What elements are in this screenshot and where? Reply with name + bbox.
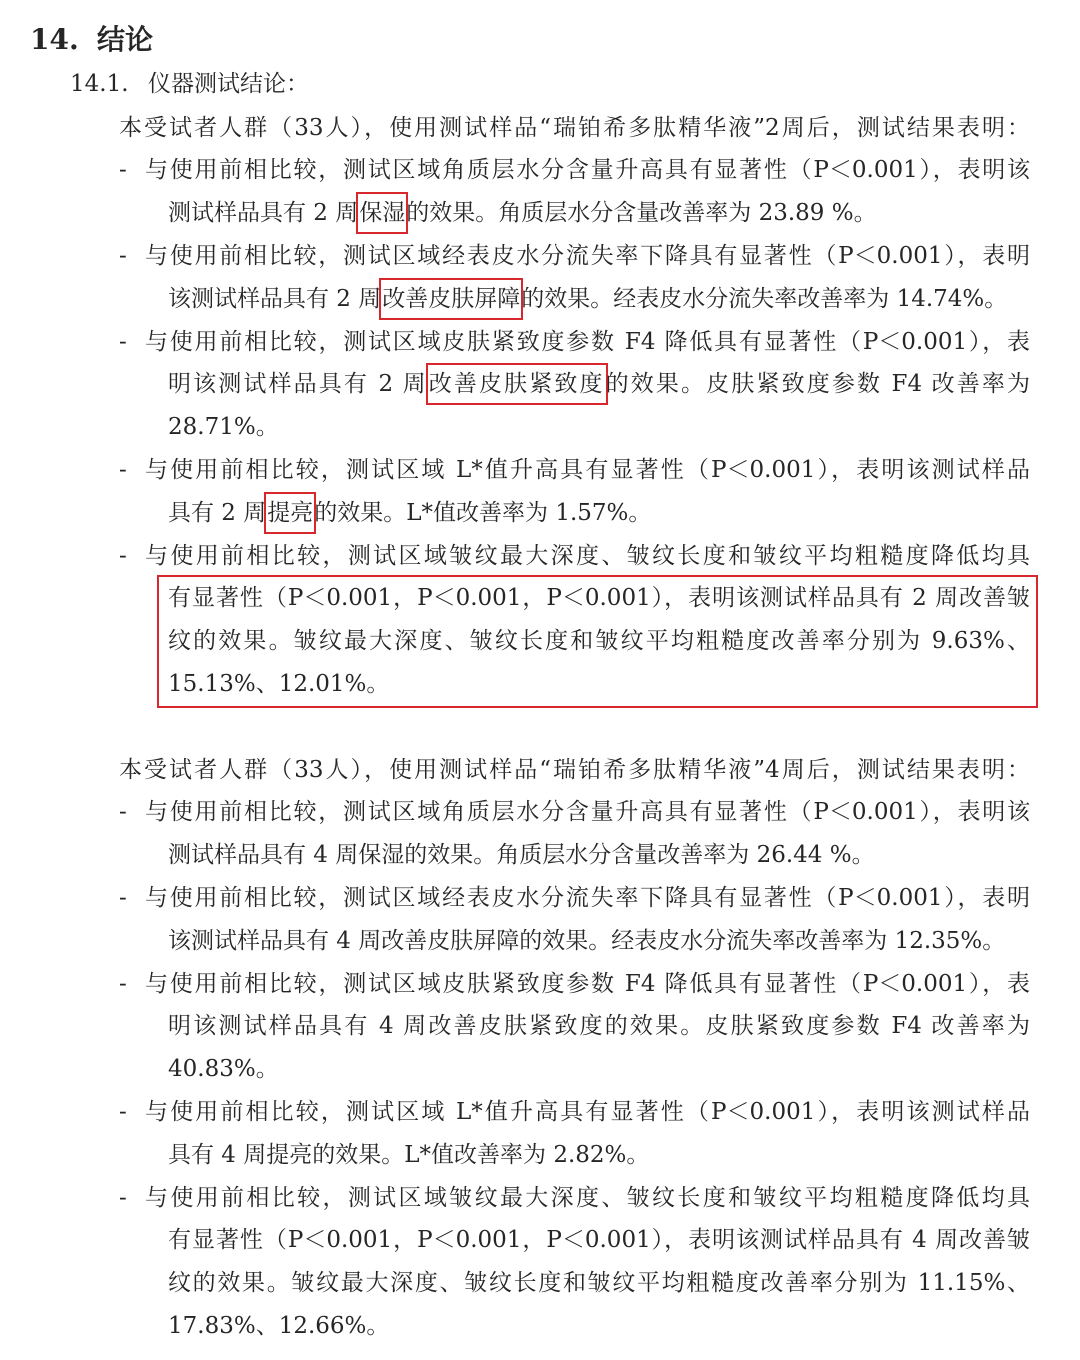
text-segment: 具有 2 周 xyxy=(168,499,267,526)
bullet-dash: - xyxy=(119,242,127,269)
text-segment: 有显著性（P＜0.001，P＜0.001，P＜0.001），表明该测试样品具有 4 周改善皱 xyxy=(168,1227,1030,1254)
text-segment: 测试样品具有 4 周保湿的效果。角质层水分含量改善率为 26.44 %。 xyxy=(168,842,875,869)
result-line xyxy=(145,321,1030,364)
group-intro: 本受试者人群（33人），使用测试样品“瑞铂希多肽精华液”4周后，测试结果表明： xyxy=(119,756,1030,783)
bullet-dash: - xyxy=(119,328,127,355)
section-number: 14. xyxy=(30,23,79,56)
result-line xyxy=(145,877,1030,920)
highlight-box xyxy=(157,575,1038,707)
bullet-dash: - xyxy=(119,1098,127,1125)
result-line xyxy=(145,149,1030,192)
bullet-dash: - xyxy=(119,799,127,826)
text-segment: 纹的效果。皱纹最大深度、皱纹长度和皱纹平均粗糙度改善率分别为 9.63%、 xyxy=(168,628,1030,655)
result-item xyxy=(0,1177,1080,1348)
text-segment: 与使用前相比较，测试区域经表皮水分流失率下降具有显著性（P＜0.001），表明 xyxy=(145,884,1030,911)
bullet-dash: - xyxy=(119,970,127,997)
text-segment: 纹的效果。皱纹最大深度、皱纹长度和皱纹平均粗糙度改善率分别为 11.15%、 xyxy=(168,1270,1030,1297)
group-intro: 本受试者人群（33人），使用测试样品“瑞铂希多肽精华液”2周后，测试结果表明： xyxy=(119,114,1030,141)
result-line xyxy=(145,235,1030,278)
result-line xyxy=(168,1005,1030,1048)
text-segment: 15.13%、12.01%。 xyxy=(168,670,390,697)
text-segment: 28.71%。 xyxy=(168,414,279,441)
result-group-1 xyxy=(0,107,1080,708)
text-segment: 与使用前相比较，测试区域皱纹最大深度、皱纹长度和皱纹平均粗糙度降低均具 xyxy=(145,542,1030,569)
text-segment: 40.83%。 xyxy=(168,1056,279,1083)
result-line xyxy=(145,1177,1030,1220)
result-line xyxy=(168,1219,1030,1262)
highlight-keyword: 保湿 xyxy=(358,194,406,232)
text-segment: 的效果。皮肤紧致度参数 F4 改善率为 xyxy=(605,371,1030,398)
highlight-keyword: 提亮 xyxy=(266,494,314,532)
text-segment: 17.83%、12.66%。 xyxy=(168,1312,390,1339)
text-segment: 与使用前相比较，测试区域角质层水分含量升高具有显著性（P＜0.001），表明该 xyxy=(145,799,1030,826)
result-line xyxy=(145,535,1030,578)
text-segment: 明该测试样品具有 4 周改善皮肤紧致度的效果。皮肤紧致度参数 F4 改善率为 xyxy=(168,1013,1030,1040)
result-line xyxy=(168,1262,1030,1305)
result-line xyxy=(145,1091,1030,1134)
result-line xyxy=(168,1134,1030,1177)
text-segment: 该测试样品具有 2 周 xyxy=(168,285,382,312)
section-title: 结论 xyxy=(97,23,154,56)
result-line xyxy=(168,920,1030,963)
result-item xyxy=(0,791,1080,877)
result-line xyxy=(145,963,1030,1006)
result-line xyxy=(168,577,1030,620)
result-line xyxy=(168,363,1030,406)
result-item xyxy=(0,321,1080,449)
text-segment: 测试样品具有 2 周 xyxy=(168,200,359,227)
text-segment: 与使用前相比较，测试区域皱纹最大深度、皱纹长度和皱纹平均粗糙度降低均具 xyxy=(145,1184,1030,1211)
result-item xyxy=(0,149,1080,235)
subsection-title: 仪器测试结论： xyxy=(148,71,309,97)
text-segment: 该测试样品具有 4 周改善皮肤屏障的效果。经表皮水分流失率改善率为 12.35%。 xyxy=(168,927,1006,954)
text-segment: 有显著性（P＜0.001，P＜0.001，P＜0.001），表明该测试样品具有 2 周改善皱 xyxy=(168,585,1030,612)
result-group-2 xyxy=(0,749,1080,1348)
highlight-keyword: 改善皮肤屏障 xyxy=(381,280,521,318)
bullet-dash: - xyxy=(119,1184,127,1211)
text-segment: 与使用前相比较，测试区域 L*值升高具有显著性（P＜0.001），表明该测试样品 xyxy=(145,456,1030,483)
result-item xyxy=(0,877,1080,963)
text-segment: 具有 4 周提亮的效果。L*值改善率为 2.82%。 xyxy=(168,1141,650,1168)
section-heading xyxy=(0,18,1080,62)
conclusion-body xyxy=(0,107,1080,1348)
text-segment: 与使用前相比较，测试区域角质层水分含量升高具有显著性（P＜0.001），表明该 xyxy=(145,157,1030,184)
result-line xyxy=(168,1048,1030,1091)
text-segment: 与使用前相比较，测试区域皮肤紧致度参数 F4 降低具有显著性（P＜0.001），表 xyxy=(145,328,1030,355)
result-line xyxy=(168,1305,1030,1348)
bullet-dash: - xyxy=(119,157,127,184)
text-segment: 的效果。L*值改善率为 1.57%。 xyxy=(314,499,652,526)
text-segment: 与使用前相比较，测试区域 L*值升高具有显著性（P＜0.001），表明该测试样品 xyxy=(145,1098,1030,1125)
bullet-dash: - xyxy=(119,884,127,911)
text-segment: 与使用前相比较，测试区域皮肤紧致度参数 F4 降低具有显著性（P＜0.001），表 xyxy=(145,970,1030,997)
result-line xyxy=(168,278,1030,321)
result-item xyxy=(0,963,1080,1091)
subsection-heading xyxy=(0,63,1080,106)
text-segment: 的效果。角质层水分含量改善率为 23.89 %。 xyxy=(406,200,877,227)
bullet-dash: - xyxy=(119,542,127,569)
result-item xyxy=(0,235,1080,321)
text-segment: 明该测试样品具有 2 周 xyxy=(168,371,428,398)
text-segment: 与使用前相比较，测试区域经表皮水分流失率下降具有显著性（P＜0.001），表明 xyxy=(145,242,1030,269)
result-line xyxy=(168,663,1030,706)
text-segment: 的效果。经表皮水分流失率改善率为 14.74%。 xyxy=(521,285,1008,312)
result-item xyxy=(0,1091,1080,1177)
subsection-number: 14.1. xyxy=(70,71,129,97)
result-line xyxy=(145,791,1030,834)
highlight-keyword: 改善皮肤紧致度 xyxy=(428,365,606,403)
result-line xyxy=(145,449,1030,492)
result-line xyxy=(168,834,1030,877)
bullet-dash: - xyxy=(119,456,127,483)
result-line xyxy=(168,406,1030,449)
result-item xyxy=(0,535,1080,708)
result-line xyxy=(168,492,1030,535)
result-item xyxy=(0,449,1080,535)
result-line xyxy=(168,620,1030,663)
result-line xyxy=(168,192,1030,235)
